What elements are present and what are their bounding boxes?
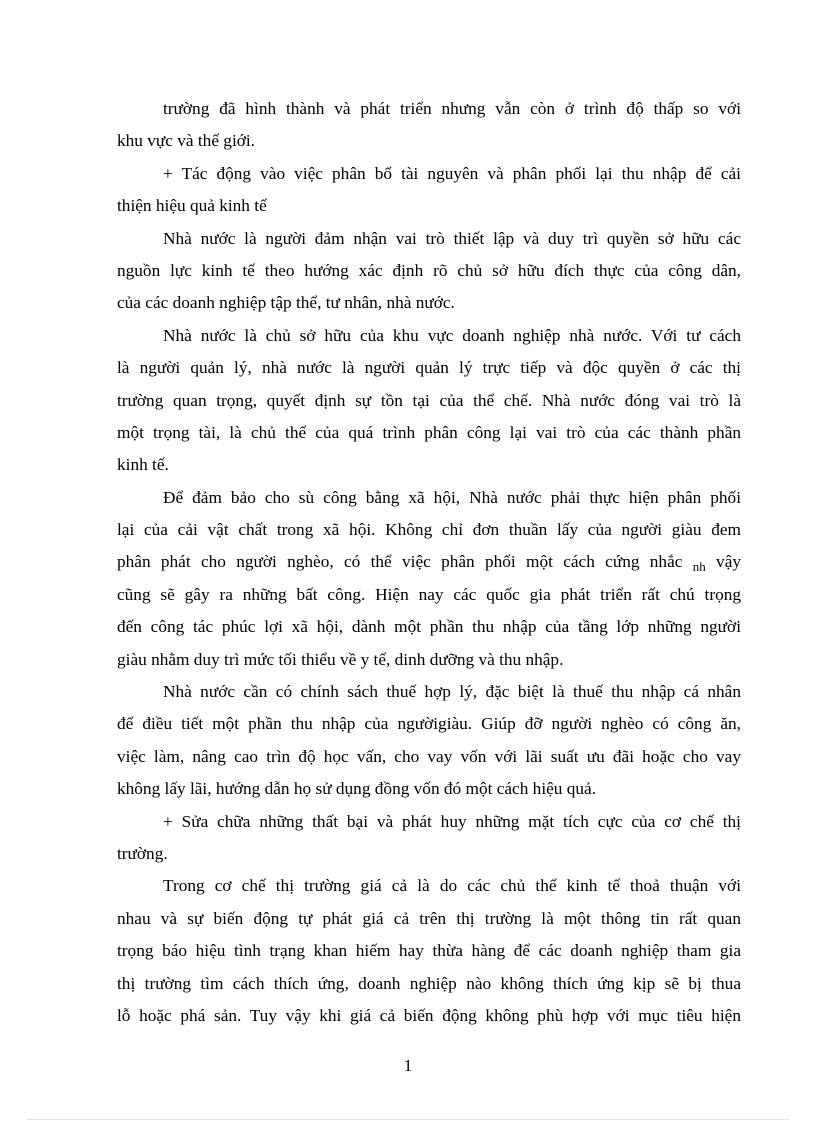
page-bottom-divider (28, 1119, 788, 1120)
text-line-small-fragment: nh (692, 559, 706, 575)
text-line (117, 352, 741, 384)
text-line (117, 255, 741, 287)
text-line-content: lại của cải vật chất trong xã hội. Không chỉ đơn thuần lấy của người giàu đem (117, 520, 741, 540)
page-number: 1 (403, 1056, 413, 1075)
text-line-content: + Tác động vào việc phân bổ tài nguyên và phân phối lại thu nhập để cải (163, 163, 741, 183)
text-line-content: giàu nhằm duy trì mức tối thiểu về y tế, dinh dưỡng và thu nhập. (117, 649, 564, 669)
text-line (117, 417, 741, 449)
text-line (117, 773, 741, 805)
text-line (117, 385, 741, 417)
text-line (117, 125, 741, 157)
text-line-content: việc làm, nâng cao trìn độ học vấn, cho vay vốn với lãi suất ưu đãi hoặc cho vay (117, 746, 741, 766)
text-line (117, 741, 741, 773)
text-line (117, 449, 741, 481)
text-line-content: không lấy lãi, hướng dẫn họ sử dụng đồng vốn đó một cách hiệu quả. (117, 779, 597, 799)
text-line-content: nguồn lực kinh tế theo hướng xác định rõ chủ sở hữu đích thực của công dân, (117, 260, 741, 280)
text-line-content: Nhà nước là người đảm nhận vai trò thiết lập và duy trì quyền sở hữu các (163, 228, 741, 248)
text-line-content: lỗ hoặc phá sản. Tuy vậy khi giá cả biến động không phù hợp với mục tiêu hiện (117, 1005, 741, 1025)
text-line-content: trọng báo hiệu tình trạng khan hiếm hay thừa hàng để các doanh nghiệp tham gia (117, 941, 741, 961)
text-line-content: Nhà nước cần có chính sách thuế hợp lý, đặc biệt là thuế thu nhập cá nhân (163, 682, 741, 702)
text-line (117, 708, 741, 740)
text-line-content: khu vực và thế giới. (117, 131, 256, 151)
text-line-content: là người quản lý, nhà nước là người quản lý trực tiếp và độc quyền ở các thị (117, 358, 741, 378)
text-line-content: + Sửa chữa những thất bại và phát huy những mặt tích cực của cơ chế thị (163, 811, 741, 831)
text-line-tail: vậy (716, 552, 741, 572)
text-line (117, 546, 741, 578)
text-line (117, 676, 741, 708)
text-line (117, 320, 741, 352)
text-line-content: Nhà nước là chủ sở hữu của khu vực doanh nghiệp nhà nước. Với tư cách (163, 325, 741, 345)
text-line (117, 482, 741, 514)
text-line-content: đến công tác phúc lợi xã hội, dành một phần thu nhập của tầng lớp những người (117, 617, 741, 637)
text-line (117, 968, 741, 1000)
text-line-content: trường. (117, 843, 168, 863)
text-line (117, 93, 741, 125)
text-line-content: thiện hiệu quả kinh tế (117, 196, 267, 216)
text-line (117, 611, 741, 643)
text-line (117, 838, 741, 870)
document-body (117, 93, 741, 1032)
text-line (117, 287, 741, 319)
text-line-content: của các doanh nghiệp tập thể, tư nhân, nhà nước. (117, 293, 455, 313)
text-line-content: thị trường tìm cách thích ứng, doanh nghiệp nào không thích ứng kịp sẽ bị thua (117, 973, 741, 993)
text-line (117, 223, 741, 255)
text-line (117, 158, 741, 190)
text-line (117, 806, 741, 838)
text-line-content: cũng sẽ gây ra những bất công. Hiện nay các quốc gia phát triển rất chú trọng (117, 584, 741, 604)
text-line (117, 579, 741, 611)
text-line-content: trường đã hình thành và phát triển nhưng vẫn còn ở trình độ thấp so với (163, 99, 741, 118)
text-line-content: trường quan trọng, quyết định sự tồn tại của thể chế. Nhà nước đóng vai trò là (117, 390, 741, 410)
text-line (117, 644, 741, 676)
text-line (117, 1000, 741, 1032)
text-line-content: để điều tiết một phần thu nhập của ngườigiàu. Giúp đỡ người nghèo có công ăn, (117, 714, 741, 734)
text-line (117, 935, 741, 967)
text-line-content: nhau và sự biến động tự phát giá cả trên thị trường là một thông tin rất quan (117, 908, 741, 928)
text-line-content: kinh tế. (117, 455, 169, 475)
text-line-content: một trọng tài, là chủ thể của quá trình phân công lại vai trò của các thành phần (117, 422, 741, 442)
text-line (117, 870, 741, 902)
text-line (117, 903, 741, 935)
text-line-content: Trong cơ chế thị trường giá cả là do các chủ thể kinh tế thoả thuận với (163, 876, 741, 896)
text-line-content: Để đảm bảo cho sù công bằng xã hội, Nhà nước phải thực hiện phân phối (163, 487, 741, 507)
text-line (117, 190, 741, 222)
text-line-content: phân phát cho người nghèo, có thể việc phân phối một cách cứng nhắc (117, 552, 683, 572)
text-line (117, 514, 741, 546)
